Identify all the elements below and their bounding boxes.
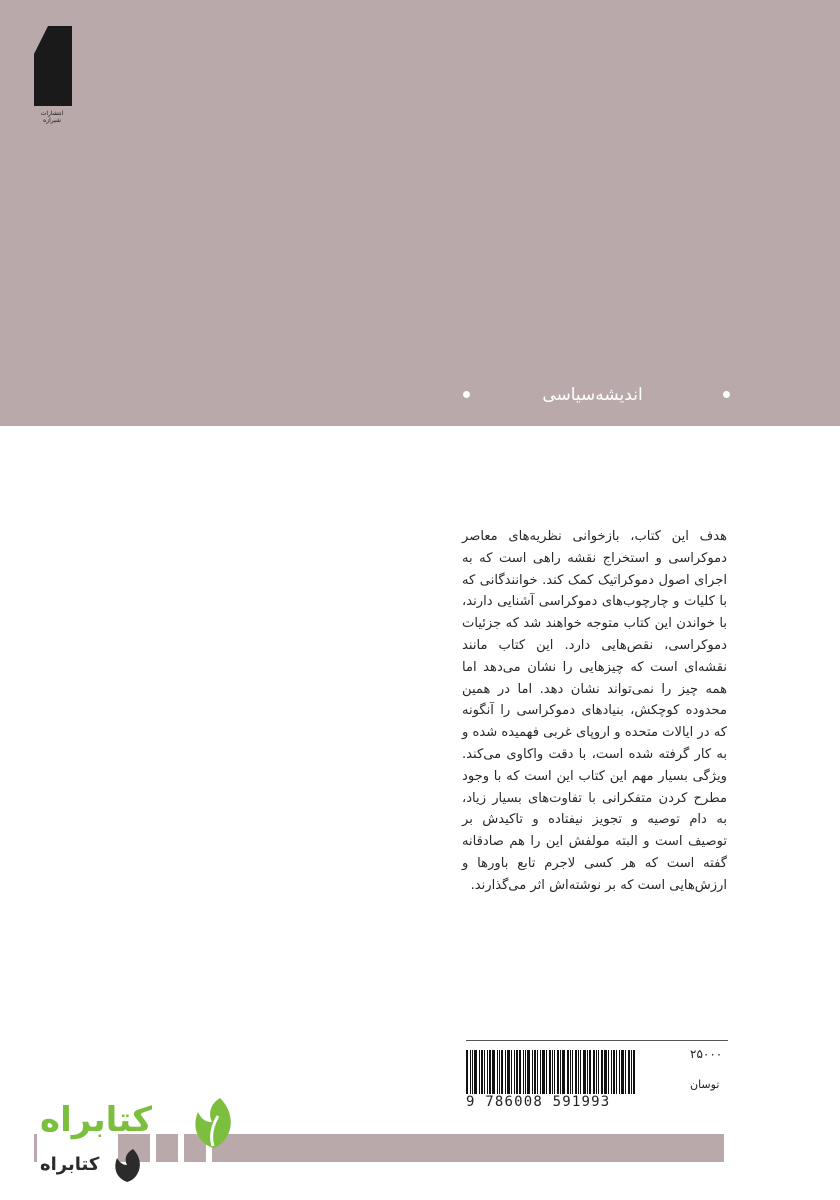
barcode-bar bbox=[587, 1050, 588, 1094]
barcode-bar bbox=[613, 1050, 615, 1094]
barcode-bar bbox=[575, 1050, 577, 1094]
book-mark-icon bbox=[110, 1148, 144, 1184]
barcode-bar bbox=[501, 1050, 503, 1094]
barcode-bar bbox=[523, 1050, 524, 1094]
barcode-bar bbox=[604, 1050, 607, 1094]
barcode-bar bbox=[534, 1050, 536, 1094]
series-row bbox=[455, 381, 730, 409]
barcode-bar bbox=[489, 1050, 491, 1094]
barcode-bar bbox=[514, 1050, 515, 1094]
publisher-name: توسان bbox=[690, 1078, 720, 1091]
price-divider bbox=[466, 1040, 728, 1041]
barcode-bar bbox=[507, 1050, 510, 1094]
barcode-bar bbox=[625, 1050, 626, 1094]
barcode-bar bbox=[472, 1050, 473, 1094]
barcode-bar bbox=[631, 1050, 632, 1094]
barcode-bar bbox=[527, 1050, 530, 1094]
barcode-bar bbox=[525, 1050, 526, 1094]
barcode-bar bbox=[549, 1050, 551, 1094]
barcode-bar bbox=[537, 1050, 538, 1094]
bottom-decor-bar bbox=[212, 1134, 724, 1162]
watermark-main bbox=[40, 1096, 220, 1156]
barcode-bar bbox=[616, 1050, 617, 1094]
barcode-bar bbox=[572, 1050, 573, 1094]
barcode-bar bbox=[542, 1050, 545, 1094]
barcode-bar bbox=[589, 1050, 591, 1094]
series-label: اندیشه‌سیاسی bbox=[542, 385, 643, 405]
barcode-bar bbox=[516, 1050, 518, 1094]
barcode-bar bbox=[611, 1050, 612, 1094]
barcode-bar bbox=[540, 1050, 541, 1094]
bullet-dot-right bbox=[723, 391, 730, 398]
barcode-bar bbox=[598, 1050, 599, 1094]
barcode-bar bbox=[593, 1050, 595, 1094]
barcode-bar bbox=[487, 1050, 488, 1094]
publisher-logo-notch bbox=[34, 26, 48, 54]
barcode-bar bbox=[570, 1050, 571, 1094]
barcode-bar bbox=[633, 1050, 635, 1094]
barcode-bar bbox=[560, 1050, 561, 1094]
barcode-bar bbox=[497, 1050, 498, 1094]
barcode-bar bbox=[578, 1050, 579, 1094]
isbn-digits: 9 786008 591993 bbox=[466, 1094, 611, 1110]
barcode-bar bbox=[481, 1050, 483, 1094]
barcode-bar bbox=[511, 1050, 512, 1094]
barcode-bar bbox=[466, 1050, 468, 1094]
barcode-bar bbox=[532, 1050, 533, 1094]
barcode-bar bbox=[479, 1050, 480, 1094]
barcode-bar bbox=[474, 1050, 477, 1094]
barcode-bar bbox=[619, 1050, 620, 1094]
barcode-bar bbox=[621, 1050, 624, 1094]
price-label: ۲۵۰۰۰ bbox=[690, 1047, 723, 1061]
bottom-decor-tick bbox=[34, 1134, 37, 1162]
publisher-logo-line-1: انتشارات bbox=[40, 110, 64, 117]
barcode-bar bbox=[596, 1050, 597, 1094]
watermark-small bbox=[40, 1148, 160, 1184]
barcode-bar bbox=[580, 1050, 581, 1094]
barcode-bar bbox=[484, 1050, 485, 1094]
barcode-bar bbox=[608, 1050, 609, 1094]
barcode-bar bbox=[567, 1050, 569, 1094]
isbn-barcode bbox=[466, 1050, 681, 1094]
publisher-logo-text bbox=[28, 110, 76, 124]
publisher-logo-line-2: شیرازه bbox=[43, 117, 61, 124]
barcode-bar bbox=[552, 1050, 553, 1094]
publisher-logo bbox=[28, 16, 76, 128]
cover-top-band bbox=[0, 0, 840, 426]
barcode-bar bbox=[505, 1050, 506, 1094]
barcode-bar bbox=[562, 1050, 565, 1094]
barcode-bar bbox=[546, 1050, 547, 1094]
barcode-bar bbox=[492, 1050, 495, 1094]
barcode-bar bbox=[628, 1050, 630, 1094]
barcode-bar bbox=[601, 1050, 603, 1094]
barcode-bar bbox=[557, 1050, 559, 1094]
back-cover-blurb: هدف این کتاب، بازخوانی نظریه‌های معاصر دموکراسی و استخراج نقشه راهی است که به اجرای اصول دموکراتیک کمک کند. خوانندگانی که با کلیات و چارچوب‌های دموکراسی آشنایی دارند، با خواندن این کتاب متوجه خواهند شد که جزئیات دموکراسی، نقص‌هایی دارد. این کتاب مانند نقشه‌ای است که چیزهایی را نشان می‌دهد اما همه چیز را نمی‌تواند نشان دهد. اما در همین محدوده کوچکش، بنیادهای دموکراسی را آنگونه که در ایالات متحده و اروپای غربی فهمیده شده و به کار گرفته شده است، با دقت واکاوی می‌کند. ویژگی بسیار مهم این کتاب این است که با وجود مطرح کردن متفکرانی با تفاوت‌های بسیار زیاد، به دام توصیه و تجویز نیفتاده و تاکیدش بر توصیف است و البته مولفش این را هم صادقانه گفته است که هر کسی لاجرم تابع باورها و ارزش‌هایی است که بر نوشته‌اش اثر می‌گذارند. bbox=[462, 529, 727, 893]
watermark-small-text: کتابراه bbox=[40, 1154, 100, 1175]
barcode-bar bbox=[499, 1050, 500, 1094]
watermark-main-text: کتابراه bbox=[40, 1100, 153, 1140]
barcode-bar bbox=[554, 1050, 555, 1094]
barcode-bar bbox=[519, 1050, 521, 1094]
leaf-icon bbox=[190, 1096, 236, 1150]
barcode-bar bbox=[470, 1050, 471, 1094]
barcode-bar bbox=[583, 1050, 586, 1094]
